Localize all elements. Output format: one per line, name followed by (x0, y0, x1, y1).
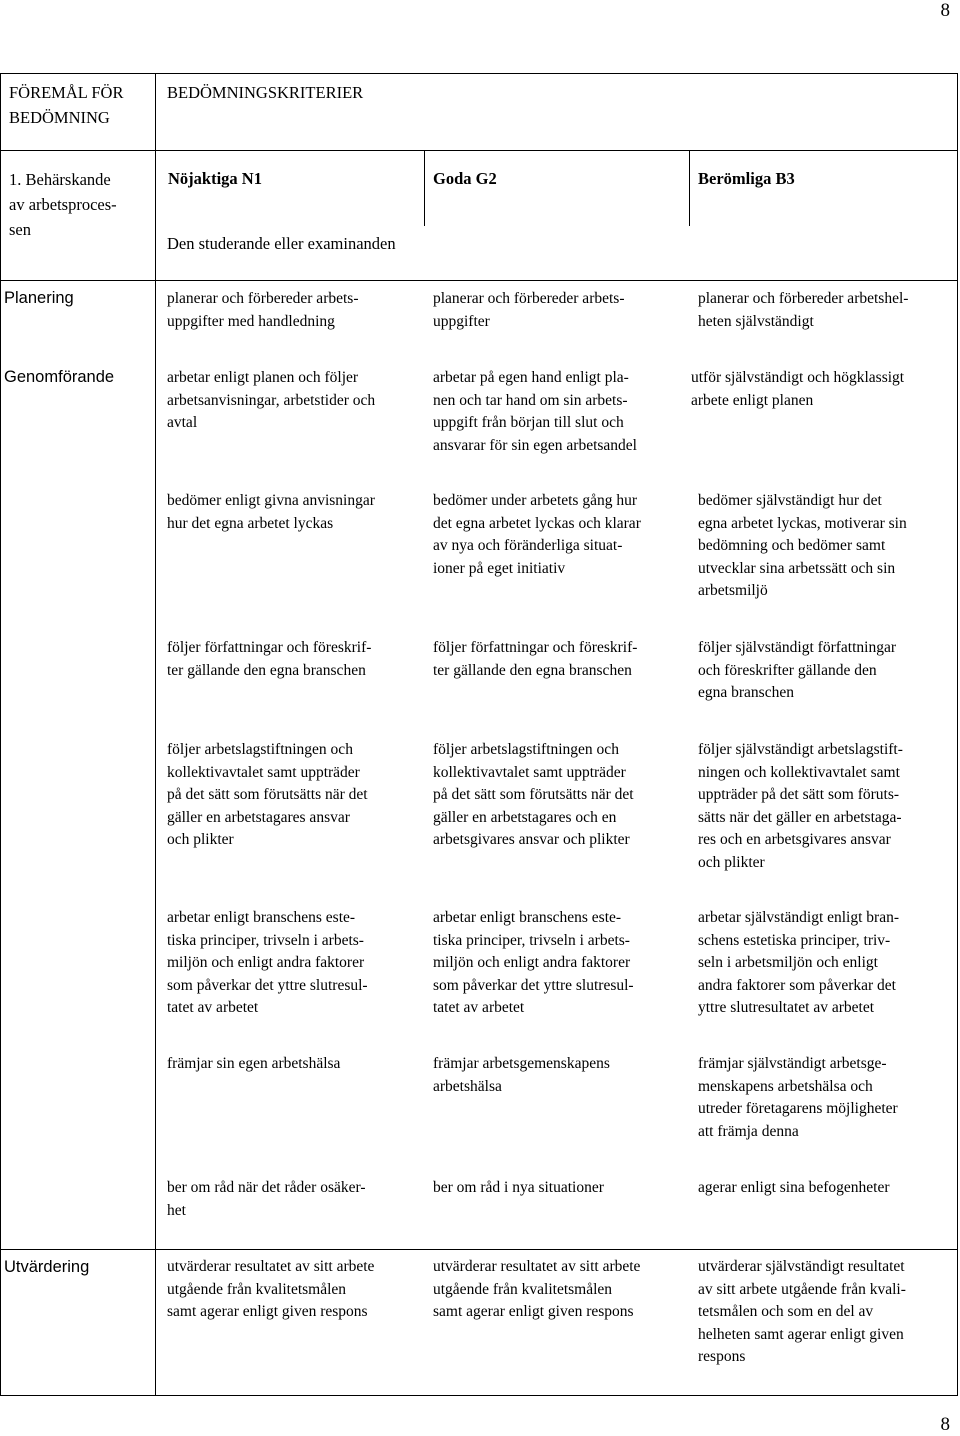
criteria-cell (698, 1256, 906, 1369)
criteria-line: ber om råd i nya situationer (433, 1179, 604, 1196)
criteria-cell (167, 490, 375, 535)
criteria-line: av nya och föränderliga situat- (433, 537, 623, 555)
level-n1-heading: Nöjaktiga N1 (168, 169, 262, 188)
criteria-line: utvärderar resultatet av sitt arbete (433, 1258, 641, 1275)
criteria-cell (167, 1177, 366, 1222)
criteria-line: av sitt arbete utgående från kvali- (698, 1280, 906, 1298)
criteria-line: arbete enligt planen (691, 391, 814, 409)
criteria-line: uppgift från början till slut och (433, 414, 624, 432)
criteria-line: och föreskrifter gällande den (698, 661, 877, 679)
criteria-cell (167, 1256, 374, 1324)
criteria-cell (167, 367, 375, 435)
criteria-line: främjar arbetsgemenskapens (433, 1055, 610, 1072)
criteria-line: ter gällande den egna branschen (167, 661, 366, 679)
criteria-line: främjar sin egen arbetshälsa (167, 1055, 341, 1072)
section-subtitle: Den studerande eller examinanden (167, 234, 396, 253)
criteria-line: avtal (167, 414, 198, 432)
criteria-cell (433, 367, 637, 457)
criteria-line: arbetsmiljö (698, 582, 768, 600)
criteria-line: utreder företagarens möjligheter (698, 1100, 898, 1118)
criteria-line: tiska principer, trivseln i arbets- (433, 931, 630, 949)
criteria-line: följer arbetslagstiftningen och (433, 741, 619, 758)
criteria-line: som påverkar det yttre slutresul- (167, 976, 368, 994)
criteria-cell (167, 288, 358, 333)
criteria-line: arbetar enligt planen och följer (167, 369, 359, 386)
criteria-line: utgående från kvalitetsmålen (433, 1280, 613, 1298)
criteria-line: hur det egna arbetet lyckas (167, 514, 334, 532)
criteria-line: arbetshälsa (433, 1077, 502, 1095)
criteria-cell (433, 1256, 640, 1324)
criteria-cell (433, 1053, 610, 1098)
criteria-line: kollektivavtalet samt uppträder (433, 763, 626, 781)
criteria-line: uppgifter med handledning (167, 312, 335, 330)
criteria-line: yttre slutresultatet av arbetet (698, 999, 875, 1017)
header-subject-column: FÖREMÅL FÖR BEDÖMNING (9, 83, 124, 127)
criteria-cell (698, 288, 908, 333)
criteria-line: uppgifter (433, 312, 490, 330)
criteria-line: planerar och förbereder arbets- (167, 290, 359, 307)
criteria-line: respons (698, 1348, 746, 1366)
criteria-line: helheten samt agerar enligt given (698, 1325, 904, 1343)
criteria-line: bedömer enligt givna anvisningar (167, 492, 375, 509)
criteria-line: heten självständigt (698, 312, 814, 330)
criteria-line: utgående från kvalitetsmålen (167, 1280, 347, 1298)
criteria-line: som påverkar det yttre slutresul- (433, 976, 634, 994)
criteria-cell (167, 907, 368, 1020)
criteria-line: agerar enligt sina befogenheter (698, 1179, 890, 1196)
criteria-line: egna branschen (698, 684, 794, 702)
section-title: 1. Behärskande av arbetsproces- sen (9, 170, 117, 239)
criteria-line: ansvarar för sin egen arbetsandel (433, 436, 637, 454)
criteria-line: andra faktorer som påverkar det (698, 976, 896, 994)
criteria-line: sätts när det gäller en arbetstaga- (698, 808, 902, 826)
criteria-line: och plikter (698, 853, 765, 871)
criteria-line: arbetsanvisningar, arbetstider och (167, 391, 376, 409)
criteria-line: på det sätt som förutsätts när det (167, 786, 368, 804)
page-number-bottom: 8 (940, 1414, 950, 1435)
criteria-line: tatet av arbetet (433, 999, 525, 1017)
criteria-line: följer självständigt författningar (698, 639, 896, 656)
criteria-line: planerar och förbereder arbetshel- (698, 290, 909, 307)
criteria-line: miljön och enligt andra faktorer (167, 954, 365, 972)
criteria-line: bedömer självständigt hur det (698, 492, 882, 509)
row-label: Planering (4, 289, 74, 307)
criteria-line: res och en arbetsgivares ansvar (698, 831, 891, 849)
criteria-line: arbetar självständigt enligt bran- (698, 909, 900, 926)
criteria-line: ioner på eget initiativ (433, 559, 566, 577)
criteria-cell (433, 739, 634, 852)
criteria-cell (698, 739, 903, 875)
criteria-line: arbetar på egen hand enligt pla- (433, 369, 629, 386)
criteria-cell (433, 907, 634, 1020)
criteria-line: och plikter (167, 831, 234, 849)
criteria-line: följer författningar och föreskrif- (433, 639, 638, 656)
criteria-line: följer författningar och föreskrif- (167, 639, 372, 656)
criteria-cell (167, 637, 371, 682)
criteria-cell (433, 1177, 604, 1200)
criteria-line: arbetar enligt branschens este- (167, 909, 356, 926)
page-number-top: 8 (940, 0, 950, 21)
criteria-cell (698, 1053, 898, 1143)
criteria-line: ber om råd när det råder osäker- (167, 1179, 366, 1196)
row-label: Utvärdering (4, 1258, 90, 1276)
criteria-line: bedömning och bedömer samt (698, 537, 886, 555)
criteria-cell (698, 490, 907, 603)
criteria-line: uppträder på det sätt som föruts- (698, 786, 900, 804)
criteria-line: samt agerar enligt given respons (167, 1303, 368, 1321)
criteria-line: utvärderar resultatet av sitt arbete (167, 1258, 375, 1275)
criteria-line: utvärderar självständigt resultatet (698, 1258, 905, 1275)
criteria-line: gäller en arbetstagares ansvar (167, 808, 350, 826)
criteria-line: nen och tar hand om sin arbets- (433, 391, 628, 409)
criteria-cell (433, 490, 641, 580)
criteria-line: gäller en arbetstagares och en (433, 808, 617, 826)
criteria-line: schens estetiska principer, triv- (698, 931, 891, 949)
criteria-line: främjar självständigt arbetsge- (698, 1055, 887, 1072)
criteria-line: samt agerar enligt given respons (433, 1303, 634, 1321)
criteria-line: det egna arbetet lyckas och klarar (433, 514, 641, 532)
criteria-line: ter gällande den egna branschen (433, 661, 632, 679)
header-criteria-column: BEDÖMNINGSKRITERIER (167, 83, 364, 102)
criteria-cell (698, 907, 899, 1020)
criteria-line: kollektivavtalet samt uppträder (167, 763, 360, 781)
criteria-line: tatet av arbetet (167, 999, 259, 1017)
criteria-line: att främja denna (698, 1122, 799, 1140)
criteria-line: utför självständigt och högklassigt (691, 369, 905, 386)
criteria-line: egna arbetet lyckas, motiverar sin (698, 514, 907, 532)
criteria-line: arbetar enligt branschens este- (433, 909, 622, 926)
criteria-line: menskapens arbetshälsa och (698, 1077, 873, 1095)
criteria-cell (698, 1177, 890, 1200)
level-g2-heading: Goda G2 (433, 169, 497, 188)
criteria-cell (433, 637, 637, 682)
level-b3-heading: Berömliga B3 (698, 169, 795, 188)
criteria-cell (167, 1053, 340, 1076)
criteria-line: följer självständigt arbetslagstift- (698, 741, 903, 758)
criteria-line: planerar och förbereder arbets- (433, 290, 625, 307)
criteria-cell (433, 288, 624, 333)
criteria-line: tetsmålen och som en del av (698, 1303, 874, 1321)
criteria-line: följer arbetslagstiftningen och (167, 741, 353, 758)
criteria-cell (691, 367, 904, 412)
criteria-line: på det sätt som förutsätts när det (433, 786, 634, 804)
criteria-line: tiska principer, trivseln i arbets- (167, 931, 364, 949)
row-label: Genomförande (4, 368, 115, 386)
criteria-line: bedömer under arbetets gång hur (433, 492, 638, 509)
criteria-line: ningen och kollektivavtalet samt (698, 763, 900, 781)
criteria-cell (167, 739, 368, 852)
criteria-line: miljön och enligt andra faktorer (433, 954, 631, 972)
criteria-line: het (167, 1201, 186, 1219)
criteria-cell (698, 637, 896, 705)
criteria-line: utvecklar sina arbetssätt och sin (698, 559, 896, 577)
criteria-line: seln i arbetsmiljön och enligt (698, 954, 878, 972)
criteria-line: arbetsgivares ansvar och plikter (433, 831, 630, 849)
